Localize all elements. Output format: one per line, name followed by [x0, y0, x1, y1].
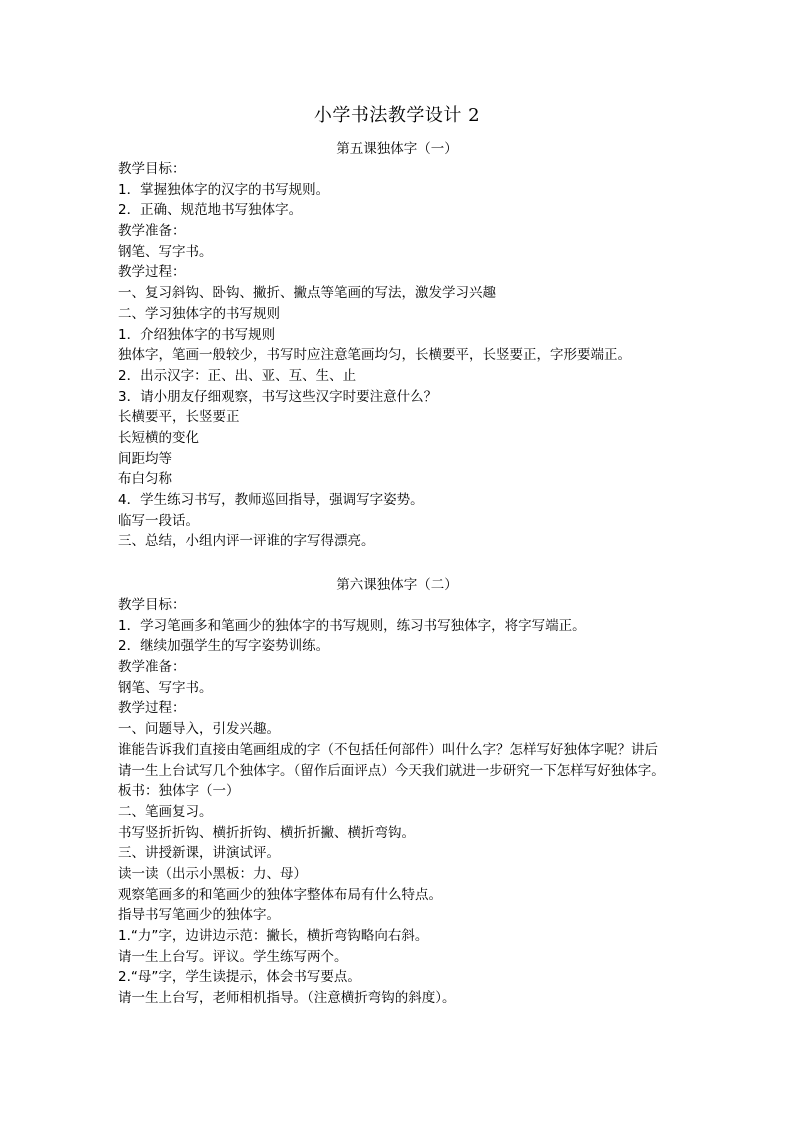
- text-line: 一、问题导入，引发兴趣。: [118, 721, 280, 738]
- text-line: 临写一段话。: [118, 512, 199, 529]
- page-title: 小学书法教学设计 2: [313, 105, 481, 126]
- text-line: 布白匀称: [118, 471, 172, 488]
- text-line: 书写竖折折钩、横折折钩、横折折撇、横折弯钩。: [118, 824, 415, 841]
- text-line: 2．出示汉字：正、出、亚、互、生、止: [118, 367, 357, 384]
- text-line: 教学目标：: [118, 161, 186, 177]
- text-line: 独体字，笔画一般较少，书写时应注意笔画均匀，长横要平，长竖要正，字形要端正。: [118, 347, 631, 364]
- text-line: 3．请小朋友仔细观察，书写这些汉字时要注意什么？: [118, 388, 438, 405]
- text-line: 1．掌握独体字的汉字的书写规则。: [118, 181, 330, 198]
- text-line: 钢笔、写字书。: [118, 679, 213, 696]
- text-line: 读一读（出示小黑板：力、母）: [118, 865, 307, 882]
- text-line: 教学过程：: [118, 264, 186, 281]
- text-line: 请一生上台试写几个独体字。（留作后面评点）今天我们就进一步研究一下怎样写好独体字。: [118, 762, 665, 779]
- text-line: 1．学习笔画多和笔画少的独体字的书写规则，练习书写独体字，将字写端正。: [118, 617, 586, 634]
- section-heading: 第六课独体字（二）: [336, 577, 458, 593]
- text-line: 请一生上台写，老师相机指导。（注意横折弯钩的斜度）。: [118, 990, 456, 1007]
- text-line: 2．继续加强学生的写字姿势训练。: [118, 638, 330, 655]
- lesson-six-section: [118, 575, 698, 1009]
- text-line: 观察笔画多的和笔画少的独体字整体布局有什么特点。: [118, 886, 442, 903]
- text-line: 三、总结，小组内评一评谁的字写得漂亮。: [118, 533, 375, 550]
- text-line: 教学目标：: [118, 597, 186, 613]
- text-line: 1．介绍独体字的书写规则: [118, 326, 276, 343]
- text-line: 钢笔、写字书。: [118, 243, 213, 260]
- text-line: 二、学习独体字的书写规则: [118, 305, 280, 322]
- text-line: 长横要平，长竖要正: [118, 409, 240, 426]
- text-line: 教学准备：: [118, 223, 186, 240]
- text-line: 长短横的变化: [118, 429, 199, 446]
- text-line: 二、笔画复习。: [118, 803, 213, 820]
- text-line: 请一生上台写。评议。学生练写两个。: [118, 948, 348, 965]
- text-line: 2.“母”字，学生读提示，体会书写要点。: [118, 969, 361, 986]
- text-line: 板书：独体字（一）: [118, 783, 240, 800]
- text-line: 1.“力”字，边讲边示范：撇长，横折弯钩略向右斜。: [118, 928, 429, 944]
- text-line: 一、复习斜钩、卧钩、撇折、撇点等笔画的写法，激发学习兴趣: [118, 285, 496, 302]
- text-line: 教学过程：: [118, 700, 186, 717]
- section-heading: 第五课独体字（一）: [336, 141, 458, 157]
- text-line: 间距均等: [118, 450, 172, 467]
- text-line: 三、讲授新课，讲演试评。: [118, 845, 280, 862]
- text-line: 指导书写笔画少的独体字。: [118, 907, 280, 924]
- text-line: 4．学生练习书写，教师巡回指导，强调写字姿势。: [118, 492, 424, 508]
- text-line: 2．正确、规范地书写独体字。: [118, 202, 303, 219]
- text-line: 教学准备：: [118, 659, 186, 676]
- lesson-five-section: [118, 139, 698, 552]
- text-line: 谁能告诉我们直接由笔画组成的字（不包括任何部件）叫什么字？怎样写好独体字呢？讲后: [118, 741, 658, 758]
